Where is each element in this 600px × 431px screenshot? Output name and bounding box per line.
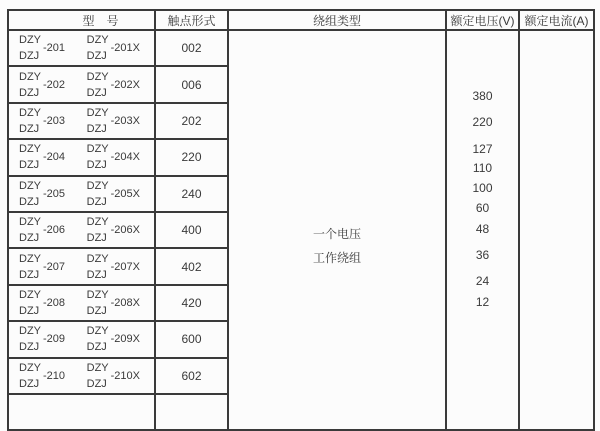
- model-number: -203: [43, 114, 66, 127]
- model-cell: [8, 139, 155, 175]
- model-number: -208: [43, 296, 66, 309]
- contact-form-cell: 420: [155, 285, 228, 321]
- winding-type-line2: 工作绕组: [312, 251, 361, 265]
- winding-type-line1: 一个电压: [312, 227, 361, 241]
- model-prefix: DZY: [19, 325, 41, 338]
- model-prefix: DZJ: [19, 122, 40, 135]
- model-prefix: DZJ: [19, 232, 40, 245]
- model-group-base: [19, 214, 65, 246]
- voltage-value: 110: [472, 161, 493, 175]
- model-group-base: [19, 178, 65, 210]
- model-prefix: DZY: [86, 106, 109, 119]
- model-prefix: DZJ: [86, 232, 107, 245]
- model-number: -210X: [110, 369, 140, 382]
- model-prefix: DZJ: [19, 341, 40, 354]
- model-number: -206: [43, 224, 66, 237]
- model-prefix: DZY: [19, 179, 41, 192]
- model-group-base: [19, 141, 65, 173]
- model-prefix: DZJ: [86, 159, 107, 172]
- model-prefix: DZY: [19, 70, 41, 83]
- model-prefix: DZY: [86, 216, 109, 229]
- model-prefix: DZJ: [19, 268, 40, 281]
- model-cell: [8, 321, 155, 357]
- model-prefix: DZY: [86, 252, 109, 265]
- model-group-variant: [87, 105, 140, 137]
- model-prefix: DZJ: [19, 304, 40, 317]
- contact-form-cell: 602: [155, 358, 228, 394]
- model-cell: [8, 103, 155, 139]
- model-prefix: DZY: [86, 34, 109, 47]
- model-prefix: DZJ: [86, 341, 107, 354]
- model-number: -209: [43, 333, 66, 346]
- model-prefix: DZY: [86, 143, 109, 156]
- header-contact-form: 触点形式: [155, 10, 228, 30]
- voltage-value: 100: [472, 181, 493, 195]
- model-group-base: [19, 32, 65, 64]
- model-number: -201X: [110, 42, 140, 55]
- voltage-value: 12: [475, 295, 490, 309]
- model-number: -204X: [110, 151, 140, 164]
- model-prefix: DZJ: [19, 50, 40, 63]
- model-number: -202: [43, 78, 66, 91]
- model-cell: [8, 394, 155, 430]
- model-prefix: DZY: [86, 288, 109, 301]
- model-group-variant: [87, 360, 140, 392]
- model-prefix: DZY: [86, 325, 109, 338]
- model-cell: [8, 176, 155, 212]
- contact-form-cell: 202: [155, 103, 228, 139]
- contact-form-cell: 006: [155, 66, 228, 102]
- model-prefix: DZJ: [19, 159, 40, 172]
- voltage-value: 60: [475, 201, 490, 215]
- voltage-value: 127: [472, 142, 493, 156]
- header-rated-voltage: 额定电压(V): [446, 10, 519, 30]
- model-group-variant: [87, 178, 140, 210]
- model-prefix: DZJ: [19, 195, 40, 208]
- model-prefix: DZY: [86, 179, 109, 192]
- model-prefix: DZY: [86, 361, 109, 374]
- model-group-variant: [87, 287, 140, 319]
- model-number: -208X: [110, 296, 140, 309]
- model-group-base: [19, 251, 65, 283]
- model-prefix: DZJ: [19, 86, 40, 99]
- model-number: -206X: [110, 224, 140, 237]
- model-prefix: DZY: [19, 34, 41, 47]
- model-prefix: DZY: [19, 361, 41, 374]
- model-prefix: DZJ: [86, 86, 107, 99]
- model-cell: [8, 248, 155, 284]
- spec-table: [7, 9, 595, 431]
- model-cell: [8, 285, 155, 321]
- model-group-base: [19, 360, 65, 392]
- rated-voltage-cell: [446, 30, 519, 430]
- model-prefix: DZJ: [86, 377, 107, 390]
- model-cell: [8, 30, 155, 66]
- model-number: -209X: [110, 333, 140, 346]
- header-row: [8, 10, 594, 30]
- model-group-variant: [87, 32, 140, 64]
- model-prefix: DZY: [19, 252, 41, 265]
- model-number: -204: [43, 151, 66, 164]
- model-prefix: DZJ: [19, 377, 40, 390]
- model-group-base: [19, 287, 65, 319]
- model-group-variant: [87, 69, 140, 101]
- model-group-variant: [87, 141, 140, 173]
- rated-current-cell: [519, 30, 594, 430]
- model-cell: [8, 212, 155, 248]
- model-group-variant: [87, 214, 140, 246]
- model-prefix: DZY: [19, 216, 41, 229]
- model-cell: [8, 66, 155, 102]
- model-prefix: DZY: [19, 143, 41, 156]
- model-number: -207: [43, 260, 66, 273]
- model-group-variant: [87, 251, 140, 283]
- model-group-variant: [87, 323, 140, 355]
- model-prefix: DZJ: [86, 122, 107, 135]
- model-number: -210: [43, 369, 66, 382]
- model-group-base: [19, 69, 65, 101]
- table-row: [8, 30, 594, 66]
- contact-form-cell: 220: [155, 139, 228, 175]
- model-number: -205X: [110, 187, 140, 200]
- header-model: 型 号: [8, 10, 155, 30]
- model-number: -207X: [110, 260, 140, 273]
- model-number: -205: [43, 187, 66, 200]
- winding-type-cell: [228, 30, 446, 430]
- model-cell: [8, 358, 155, 394]
- model-prefix: DZJ: [86, 195, 107, 208]
- voltage-value: 380: [472, 89, 493, 103]
- voltage-value: 220: [472, 115, 493, 129]
- voltage-value: 36: [475, 248, 490, 262]
- contact-form-cell: 400: [155, 212, 228, 248]
- voltage-value: 24: [475, 274, 490, 288]
- model-number: -201: [43, 42, 66, 55]
- model-prefix: DZJ: [86, 304, 107, 317]
- header-winding-type: 绕组类型: [228, 10, 446, 30]
- contact-form-cell: 600: [155, 321, 228, 357]
- contact-form-cell: 402: [155, 248, 228, 284]
- contact-form-cell: 240: [155, 176, 228, 212]
- model-prefix: DZJ: [86, 50, 107, 63]
- model-prefix: DZJ: [86, 268, 107, 281]
- model-number: -202X: [110, 78, 140, 91]
- contact-form-cell: [155, 394, 228, 430]
- voltage-value: 48: [475, 222, 490, 236]
- header-rated-current: 额定电流(A): [519, 10, 594, 30]
- model-prefix: DZY: [86, 70, 109, 83]
- model-prefix: DZY: [19, 106, 41, 119]
- model-number: -203X: [110, 114, 140, 127]
- model-group-base: [19, 323, 65, 355]
- model-group-base: [19, 105, 65, 137]
- contact-form-cell: 002: [155, 30, 228, 66]
- model-prefix: DZY: [19, 288, 41, 301]
